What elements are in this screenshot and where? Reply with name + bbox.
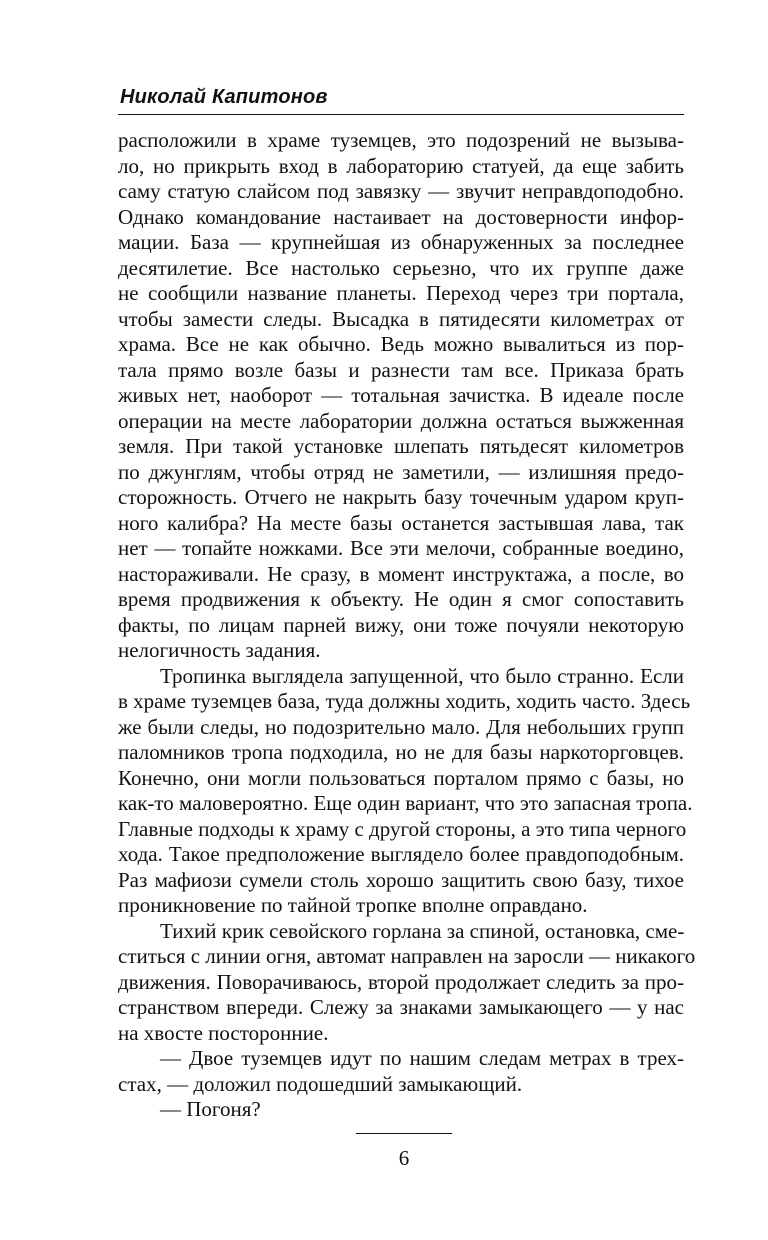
text-line: факты, по лицам парней вижу, они тоже почуяли некоторую [118, 612, 684, 637]
text-line: же были следы, но подозрительно мало. Для небольших групп [118, 714, 684, 739]
text-line: не сообщили название планеты. Переход через три портала, [118, 281, 684, 305]
text-line: движения. Поворачиваюсь, второй продолжает следить за про- [118, 969, 684, 994]
text-line: нелогичность задания. [118, 638, 321, 662]
text-line: ло, но прикрыть вход в лабораторию статуей, да еще забить [118, 153, 684, 178]
text-line: Тропинка выглядела запущенной, что было странно. Если [160, 663, 684, 688]
text-line: Конечно, они могли пользоваться порталом прямо с базы, но [118, 765, 684, 790]
paragraph [118, 128, 684, 664]
text-line: саму статую слайсом под завязку — звучит неправдоподобно. [118, 179, 684, 203]
text-line: как-то маловероятно. Еще один вариант, что это запасная тропа. [118, 791, 693, 815]
text-line: стах, — доложил подошедший замыкающий. [118, 1071, 523, 1096]
text-line: на хвосте посторонние. [118, 1020, 329, 1045]
text-line: Однако командование настаивает на достоверности инфор- [118, 204, 684, 229]
text-line: Раз мафиози сумели столь хорошо защитить свою базу, тихое [118, 867, 684, 892]
text-line: Тихий крик севойского горлана за спиной, остановка, сме- [160, 918, 685, 943]
text-line: ного калибра? На месте базы останется застывшая лава, так [118, 510, 684, 535]
text-line: настораживали. Не сразу, в момент инструктажа, а после, во [118, 561, 684, 586]
text-line: живых нет, наоборот — тотальная зачистка. В идеале после [118, 383, 684, 407]
text-line: в храме туземцев база, туда должны ходить, ходить часто. Здесь [118, 689, 691, 713]
text-line: ститься с линии огня, автомат направлен на заросли — никакого [118, 944, 696, 968]
text-line: — Двое туземцев идут по нашим следам метрах в трех- [160, 1046, 684, 1070]
paragraph [118, 1046, 684, 1097]
text-line: храма. Все не как обычно. Ведь можно вывалиться из пор- [118, 332, 684, 356]
footer-rule [356, 1133, 452, 1134]
text-line: операции на месте лаборатории должна остаться выжженная [118, 408, 684, 433]
text-line: десятилетие. Все настолько серьезно, что их группе даже [118, 255, 684, 280]
text-line: странством впереди. Слежу за знаками замыкающего — у нас [118, 995, 684, 1019]
page-number: 6 [398, 1146, 410, 1170]
text-line: земля. При такой установке шлепать пятьдесят километров [118, 434, 684, 458]
paragraph [118, 918, 696, 1047]
paragraph [118, 1097, 684, 1123]
text-line: по джунглям, чтобы отряд не заметили, — излишняя предо- [118, 459, 684, 484]
text-line: сторожность. Отчего не накрыть базу точечным ударом круп- [118, 485, 684, 509]
paragraph [118, 663, 693, 919]
text-line: время продвижения к объекту. Не один я смог сопоставить [118, 587, 684, 611]
text-line: тала прямо возле базы и разнести там все. Приказа брать [118, 357, 684, 382]
text-line: мации. База — крупнейшая из обнаруженных за последнее [118, 230, 684, 254]
header-rule [118, 114, 684, 115]
text-line: хода. Такое предположение выглядело более правдоподобным. [118, 842, 684, 866]
body-text [118, 128, 696, 1123]
text-line: проникновение по тайной тропке вполне оправдано. [118, 893, 588, 917]
text-line: Главные подходы к храму с другой стороны, а это типа черного [118, 816, 687, 841]
running-head-author: Николай Капитонов [120, 86, 328, 108]
text-line: паломников тропа подходила, но не для базы наркоторговцев. [118, 740, 684, 764]
text-line: расположили в храме туземцев, это подозрений не вызыва- [118, 128, 684, 152]
text-line: — Погоня? [160, 1097, 261, 1121]
text-line: чтобы замести следы. Высадка в пятидесяти километрах от [118, 306, 684, 331]
text-line: нет — топайте ножками. Все эти мелочи, собранные воедино, [118, 536, 684, 560]
